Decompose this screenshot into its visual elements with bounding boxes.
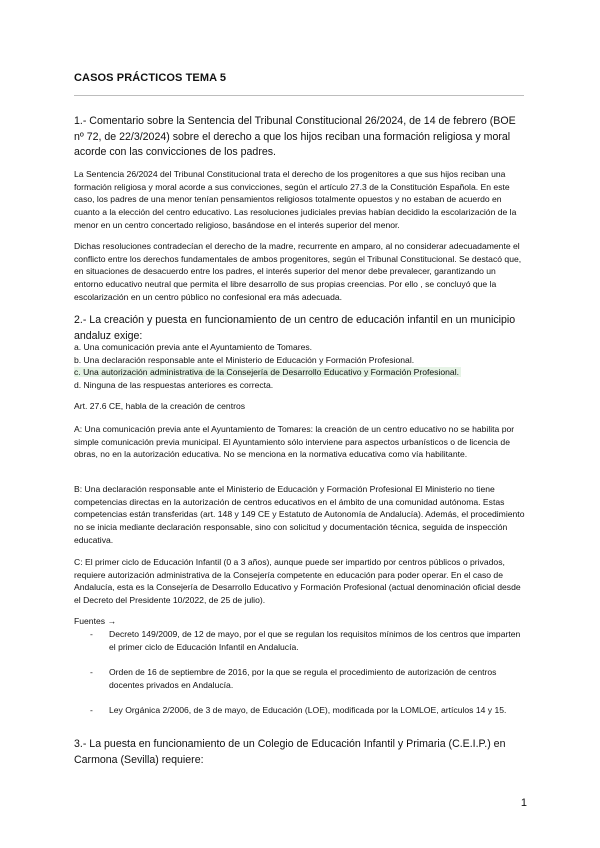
- question-1-section: [74, 114, 526, 161]
- paragraph: La Sentencia 26/2024 del Tribunal Constitucional trata el derecho de los progenitores a que sus hijos reciban una formación religiosa y moral acorde a sus convicciones, según el artículo 27.3 de la Constitución Española. En este caso, los padres de una menor tenían pensamientos religiosos totalmente opuestos y no estaban de acuerdo en cuanto a la elección del centro educativo. Las resoluciones judiciales previas habían decidido la escolarización de la menor en un centro concertado religioso, basándose en el interés superior del menor.: [74, 169, 517, 230]
- list-item: [74, 666, 526, 691]
- paragraph: Dichas resoluciones contradecían el derecho de la madre, recurrente en amparo, al no considerar adecuadamente el conflicto entre los derechos fundamentales de ambos progenitores, según el Tribunal Constitucional. Se destacó que, en situaciones de desacuerdo entre los padres, el interés superior del menor debe prevalecer, garantizando un entorno educativo neutral que permita el libre desarrollo de sus propias creencias. Por ello , se concluyó que la escolarización en un centro público no confesional era más adecuada.: [74, 241, 522, 302]
- question-1-text: 1.- Comentario sobre la Sentencia del Tribunal Constitucional 26/2024, de 14 de febrero (BOE nº 72, de 22/3/2024) sobre el derecho a que los hijos reciban una formación religiosa y moral acorde con las convicciones de los padres.: [74, 115, 516, 158]
- article-reference: [74, 400, 526, 413]
- sources-list: [74, 666, 526, 691]
- bullet-dash: -: [90, 705, 93, 715]
- question-2-text: 2.- La creación y puesta en funcionamiento de un centro de educación infantil en un municipio andaluz exige:: [74, 314, 516, 342]
- explanation-a: [74, 423, 526, 461]
- option-b: b. Una declaración responsable ante el Ministerio de Educación y Formación Profesional.: [74, 354, 415, 365]
- question-3-text: 3.- La puesta en funcionamiento de un Colegio de Educación Infantil y Primaria (C.E.I.P.) en Carmona (Sevilla) requiere:: [74, 738, 506, 766]
- explanation-c-text: C: El primer ciclo de Educación Infantil (0 a 3 años), aunque puede ser impartido por centros públicos o privados, requiere autorización administrativa de la Consejería competente en educación para poder operar. En el caso de Andalucía, esta es la Consejería de Desarrollo Educativo y Formación Profesional (actual denominación oficial desde el Decreto del Presidente 10/2022, de 25 de julio).: [74, 557, 521, 606]
- sources-section: [74, 615, 526, 628]
- sources-item-1: [74, 628, 526, 653]
- bullet-dash: -: [90, 667, 93, 677]
- sources-list: [74, 704, 526, 717]
- option-c-highlighted: c. Una autorización administrativa de la Consejería de Desarrollo Educativo y Formación Profesional.: [74, 367, 459, 378]
- question-2-options: [74, 341, 526, 392]
- source-text: Decreto 149/2009, de 12 de mayo, por el que se regulan los requisitos mínimos de los centros que imparten el primer ciclo de Educación Infantil en Andalucía.: [109, 629, 521, 652]
- article-text: Art. 27.6 CE, habla de la creación de centros: [74, 401, 246, 411]
- bullet-dash: -: [90, 629, 93, 639]
- source-text: Orden de 16 de septiembre de 2016, por la que se regula el procedimiento de autorización de centros docentes privados en Andalucía.: [109, 667, 497, 690]
- sources-item-2: [74, 666, 526, 691]
- list-item: [74, 628, 526, 653]
- question-1-answer-paragraph-1: [74, 168, 526, 232]
- option-c: [74, 366, 526, 379]
- sources-list: [74, 628, 526, 653]
- question-2-section: [74, 313, 526, 344]
- question-3-section: [74, 737, 526, 768]
- option-a: a. Una comunicación previa ante el Ayuntamiento de Tomares.: [74, 342, 313, 352]
- title-divider: [74, 95, 524, 96]
- question-1-answer-paragraph-2: [74, 240, 526, 304]
- explanation-b-text: B: Una declaración responsable ante el Ministerio de Educación y Formación Profesional El Ministerio no tiene competencias directas en la autorización de centros educativos en el ámbito de una comunidad autónoma. Estas competencias están transferidas (art. 148 y 149 CE y Estatuto de Autonomía de Andalucía). Además, el procedimiento no se inicia mediante declaración responsable, sino con solicitud y documentación técnica, seguida de inspección educativa.: [74, 484, 525, 545]
- page-number: 1: [520, 797, 527, 809]
- document-title: CASOS PRÁCTICOS TEMA 5: [74, 72, 227, 84]
- explanation-b: [74, 483, 526, 547]
- source-text: Ley Orgánica 2/2006, de 3 de mayo, de Educación (LOE), modificada por la LOMLOE, artículos 14 y 15.: [109, 705, 507, 715]
- explanation-c: [74, 556, 526, 607]
- explanation-a-text: A: Una comunicación previa ante el Ayuntamiento de Tomares: la creación de un centro educativo no se habilita por simple comunicación previa municipal. El Ayuntamiento sólo interviene para aspectos urbanísticos o de licencia de obras, no en la autorización educativa. No se menciona en la normativa educativa como vía habilitante.: [74, 424, 515, 460]
- sources-item-3: [74, 704, 526, 717]
- option-d: d. Ninguna de las respuestas anteriores es correcta.: [74, 380, 274, 391]
- sources-label: Fuentes →: [74, 616, 117, 626]
- list-item: [74, 704, 526, 717]
